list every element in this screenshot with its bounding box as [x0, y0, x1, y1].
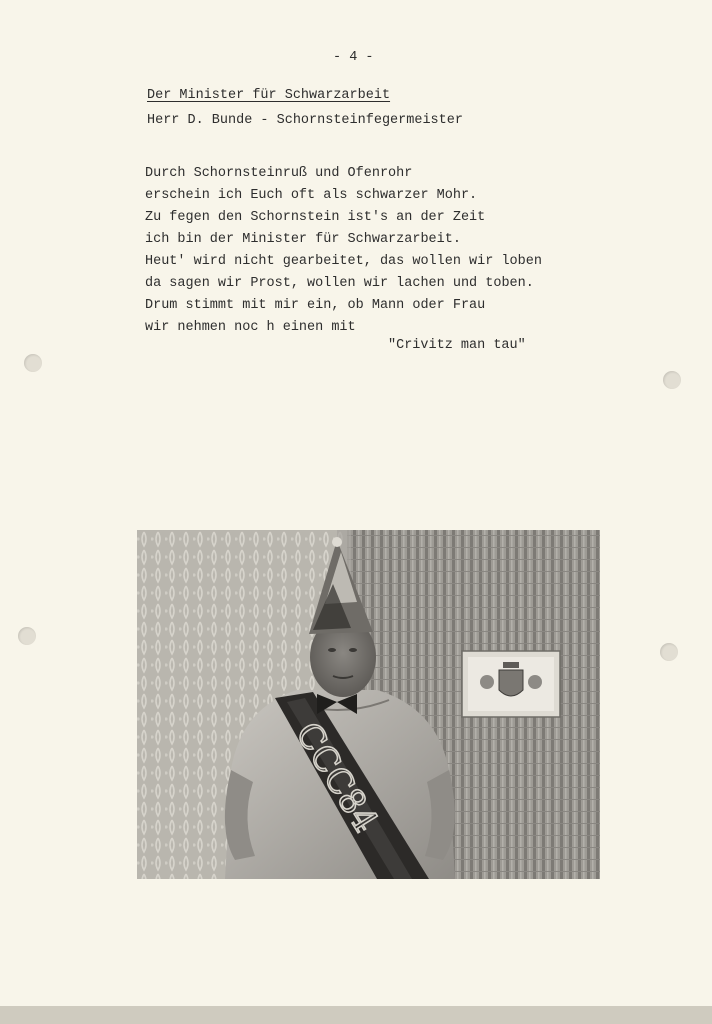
poem-line: da sagen wir Prost, wollen wir lachen und toben. [145, 276, 534, 291]
page-number: - 4 - [333, 50, 374, 65]
coat-of-arms-icon [462, 651, 560, 717]
poem-line: Drum stimmt mit mir ein, ob Mann oder Frau [145, 298, 486, 313]
poem-line: Durch Schornsteinruß und Ofenrohr [145, 166, 413, 181]
portrait-photo [137, 530, 600, 879]
poem-line: erschein ich Euch oft als schwarzer Mohr. [145, 188, 478, 203]
section-subheading: Herr D. Bunde - Schornsteinfegermeister [147, 113, 463, 128]
punch-hole-left-bottom [18, 627, 36, 645]
page-edge [0, 1006, 712, 1024]
sash-text: CCC84 [287, 715, 386, 840]
punch-hole-right-bottom [660, 643, 678, 661]
poem [145, 163, 542, 339]
poem-line: Heut' wird nicht gearbeitet, das wollen wir loben [145, 254, 542, 269]
poem-line: Zu fegen den Schornstein ist's an der Zeit [145, 210, 486, 225]
poem-signoff: "Crivitz man tau" [388, 338, 526, 353]
punch-hole-right-top [663, 371, 681, 389]
section-heading: Der Minister für Schwarzarbeit [147, 88, 391, 103]
punch-hole-left-top [24, 354, 42, 372]
poem-line: wir nehmen noc h einen mit [145, 320, 356, 335]
poem-line: ich bin der Minister für Schwarzarbeit. [145, 232, 461, 247]
